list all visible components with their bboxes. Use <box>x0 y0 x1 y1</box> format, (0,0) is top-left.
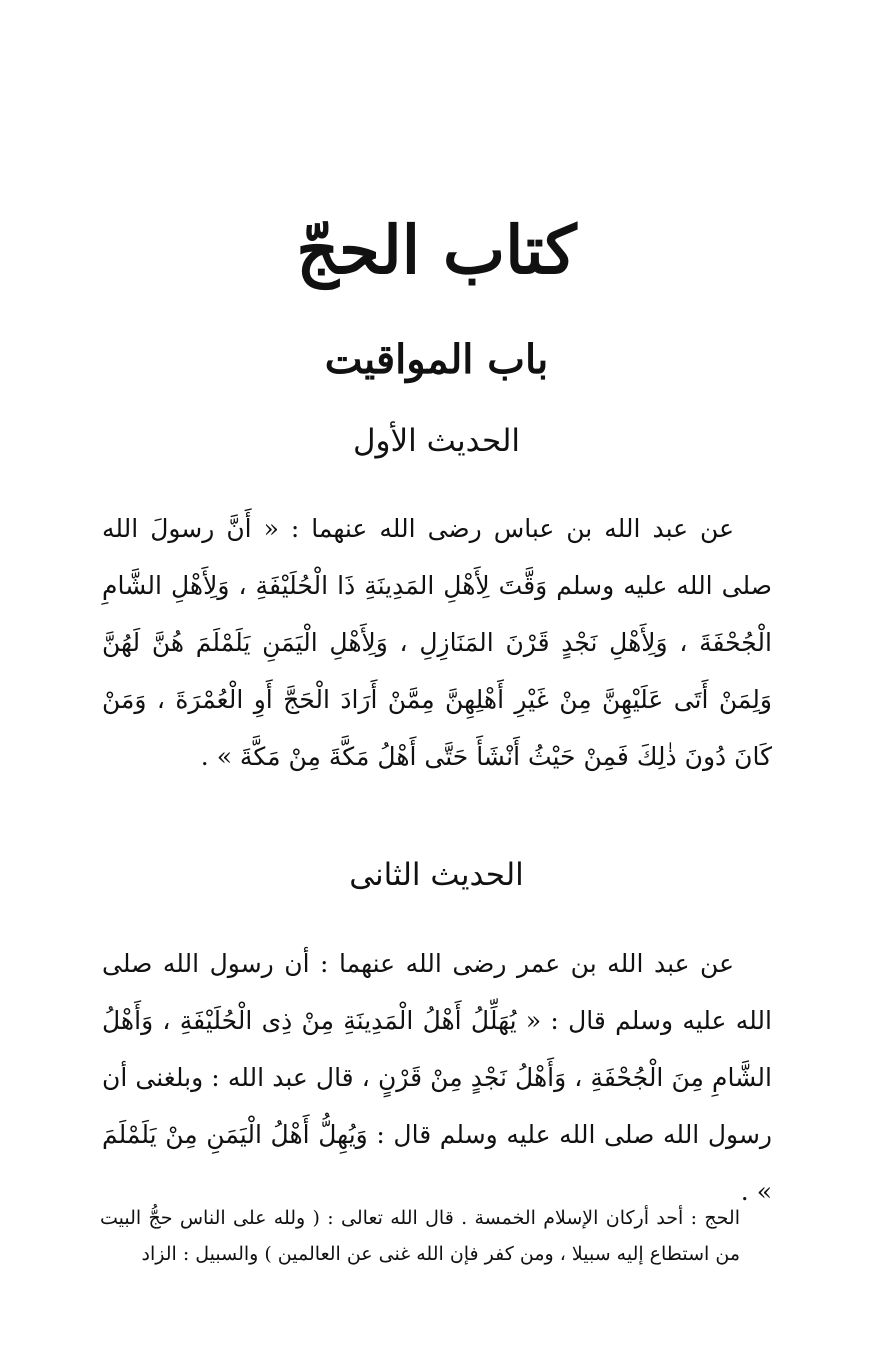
hadith-2-heading: الحديث الثانى <box>349 857 524 893</box>
footnote: الحج : أحد أركان الإسلام الخمسة . قال الله تعالى : ( ولله على الناس حجُّ البيت من استطاع إليه سبيلا ، ومن كفر فإن الله غنى عن العالمين ) والسبيل : الزاد <box>100 1207 740 1265</box>
hadith-1-heading: الحديث الأول <box>352 423 521 459</box>
chapter-title: باب المواقيت <box>324 336 549 383</box>
hadith-1-text: عن عبد الله بن عباس رضى الله عنهما : « أَنَّ رسولَ الله صلى الله عليه وسلم وَقَّتَ لِأَهْلِ المَدِينَةِ ذَا الْحُلَيْفَةِ ، وَلِأَهْلِ الشَّامِ الْجُحْفَةَ ، وَلِأَهْلِ نَجْدٍ قَرْنَ المَنَازِلِ ، وَلِأَهْلِ الْيَمَنِ يَلَمْلَمَ هُنَّ لَهُنَّ وَلِمَنْ أَتَى عَلَيْهِنَّ مِنْ غَيْرِ أَهْلِهِنَّ مِمَّنْ أَرَادَ الْحَجَّ أَوِ الْعُمْرَةَ ، وَمَنْ كَانَ دُونَ ذٰلِكَ فَمِنْ حَيْثُ أَنْشَأَ حَتَّى أَهْلُ مَكَّةَ مِنْ مَكَّةَ » . <box>102 514 772 771</box>
book-title: كتاب الحجّ <box>296 211 577 289</box>
hadith-2-text: عن عبد الله بن عمر رضى الله عنهما : أن رسول الله صلى الله عليه وسلم قال : « يُهَلِّلُ أَهْلُ الْمَدِينَةِ مِنْ ذِى الْحُلَيْفَةِ ، وَأَهْلُ الشَّامِ مِنَ الْجُحْفَةِ ، وَأَهْلُ نَجْدٍ مِنْ قَرْنٍ ، قال عبد الله : وبلغنى أن رسول الله صلى الله عليه وسلم قال : وَيُهِلُّ أَهْلُ الْيَمَنِ مِنْ يَلَمْلَمَ » . <box>102 949 772 1206</box>
